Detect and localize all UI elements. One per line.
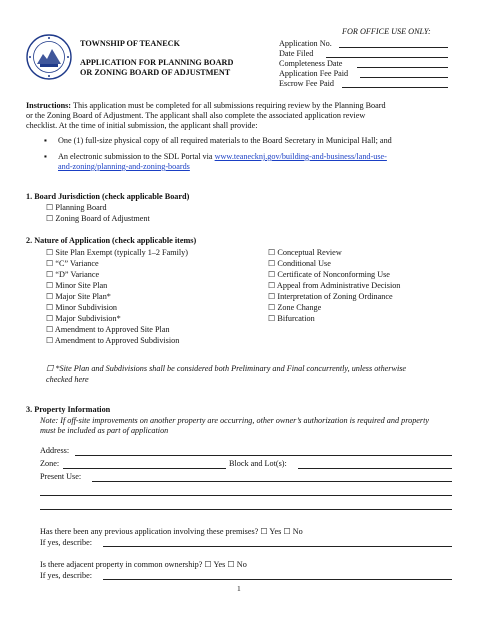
application-title-2: OR ZONING BOARD OF ADJUSTMENT [80,68,231,77]
concurrent-note-checkbox[interactable]: ☐ *Site Plan and Subdivisions shall be considered both Preliminary and Final concurrently, unless otherwise [46,364,407,373]
zone-label: Zone: [40,459,60,468]
present-use-label: Present Use: [40,472,82,481]
township-seal-icon [26,34,72,80]
checkbox-minor-subdivision[interactable]: ☐ Minor Subdivision [46,303,118,312]
checkbox-c-variance[interactable]: ☐ “C” Variance [46,259,99,268]
office-field-label: Escrow Fee Paid [279,79,335,88]
checkbox-major-subdivision[interactable]: ☐ Major Subdivision* [46,314,121,323]
office-field-label: Application No. [279,39,332,48]
address-label: Address: [40,446,70,455]
bullet-icon: ▪ [44,136,47,145]
checkbox-bifurcation[interactable]: ☐ Bifurcation [268,314,315,323]
application-no-line[interactable] [339,47,448,48]
office-field-label: Completeness Date [279,59,343,68]
checkbox-amend-subdivision[interactable]: ☐ Amendment to Approved Subdivision [46,336,180,345]
checkbox-planning-board[interactable]: ☐ Planning Board [46,203,107,212]
present-use-field-line-2[interactable] [40,495,452,496]
instructions-line-2: or the Zoning Board of Adjustment. The applicant shall also complete the associated application review [26,111,366,120]
checkbox-minor-site-plan[interactable]: ☐ Minor Site Plan [46,281,108,290]
section-2-heading: 2. Nature of Application (check applicable items) [26,236,197,245]
checkbox-zone-change[interactable]: ☐ Zone Change [268,303,322,312]
escrow-fee-line[interactable] [342,87,448,88]
property-note-line-1: Note: If off-site improvements on another property are occurring, other owner’s authorization is required and property [40,416,430,425]
checkbox-appeal[interactable]: ☐ Appeal from Administrative Decision [268,281,401,290]
sdl-portal-link[interactable]: www.teanecknj.gov/building-and-business/land-use- [214,152,387,161]
office-field-label: Application Fee Paid [279,69,349,78]
application-fee-line[interactable] [360,77,448,78]
concurrent-note-line-2: checked here [46,375,89,384]
checkbox-site-plan-exempt[interactable]: ☐ Site Plan Exempt (typically 1–2 Family) [46,248,188,257]
completeness-date-line[interactable] [357,67,448,68]
sdl-portal-link-continued[interactable]: and-zoning/planning-and-zoning-boards [58,162,190,171]
adjacent-property-describe-field[interactable] [103,579,452,580]
checkbox-d-variance[interactable]: ☐ “D” Variance [46,270,100,279]
checkbox-nonconforming-use[interactable]: ☐ Certificate of Nonconforming Use [268,270,390,279]
section-3-heading: 3. Property Information [26,405,111,414]
checkbox-interpretation[interactable]: ☐ Interpretation of Zoning Ordinance [268,292,393,301]
checkbox-zoning-board[interactable]: ☐ Zoning Board of Adjustment [46,214,150,223]
address-field[interactable] [75,455,452,456]
previous-application-describe-label: If yes, describe: [40,538,93,547]
bullet-link-continued [58,162,190,173]
present-use-field[interactable] [92,481,452,482]
office-use-label: FOR OFFICE USE ONLY: [342,27,431,36]
date-filed-line[interactable] [326,57,448,58]
checkbox-conceptual-review[interactable]: ☐ Conceptual Review [268,248,342,257]
adjacent-property-question[interactable]: Is there adjacent property in common ownership? ☐ Yes ☐ No [40,560,247,569]
previous-application-describe-field[interactable] [103,546,452,547]
block-lot-field[interactable] [298,468,452,469]
bullet-physical-copy: One (1) full-size physical copy of all required materials to the Board Secretary in Municipal Hall; and [58,136,392,145]
bullet-electronic-submission: An electronic submission to the SDL Portal via www.teanecknj.gov/building-and-business/land-use- [58,152,387,161]
instructions-line-3: checklist. At the time of initial submission, the applicant shall provide: [26,121,258,130]
checkbox-major-site-plan[interactable]: ☐ Major Site Plan* [46,292,111,301]
property-note-line-2: must be included as part of application [40,426,169,435]
checkbox-amend-site-plan[interactable]: ☐ Amendment to Approved Site Plan [46,325,170,334]
adjacent-property-describe-label: If yes, describe: [40,571,93,580]
bullet-icon: ▪ [44,152,47,161]
block-lot-label: Block and Lot(s): [229,459,287,468]
zone-field[interactable] [63,468,226,469]
office-field-label: Date Filed [279,49,314,58]
instructions-line-1: Instructions: This application must be completed for all submissions requiring review by the Planning Board [26,101,386,110]
checkbox-conditional-use[interactable]: ☐ Conditional Use [268,259,331,268]
page-number: 1 [237,584,241,593]
township-title: TOWNSHIP OF TEANECK [80,39,180,48]
present-use-field-line-3[interactable] [40,509,452,510]
previous-application-question[interactable]: Has there been any previous application involving these premises? ☐ Yes ☐ No [40,527,303,536]
section-1-heading: 1. Board Jurisdiction (check applicable Board) [26,192,190,201]
application-title-1: APPLICATION FOR PLANNING BOARD [80,58,234,67]
